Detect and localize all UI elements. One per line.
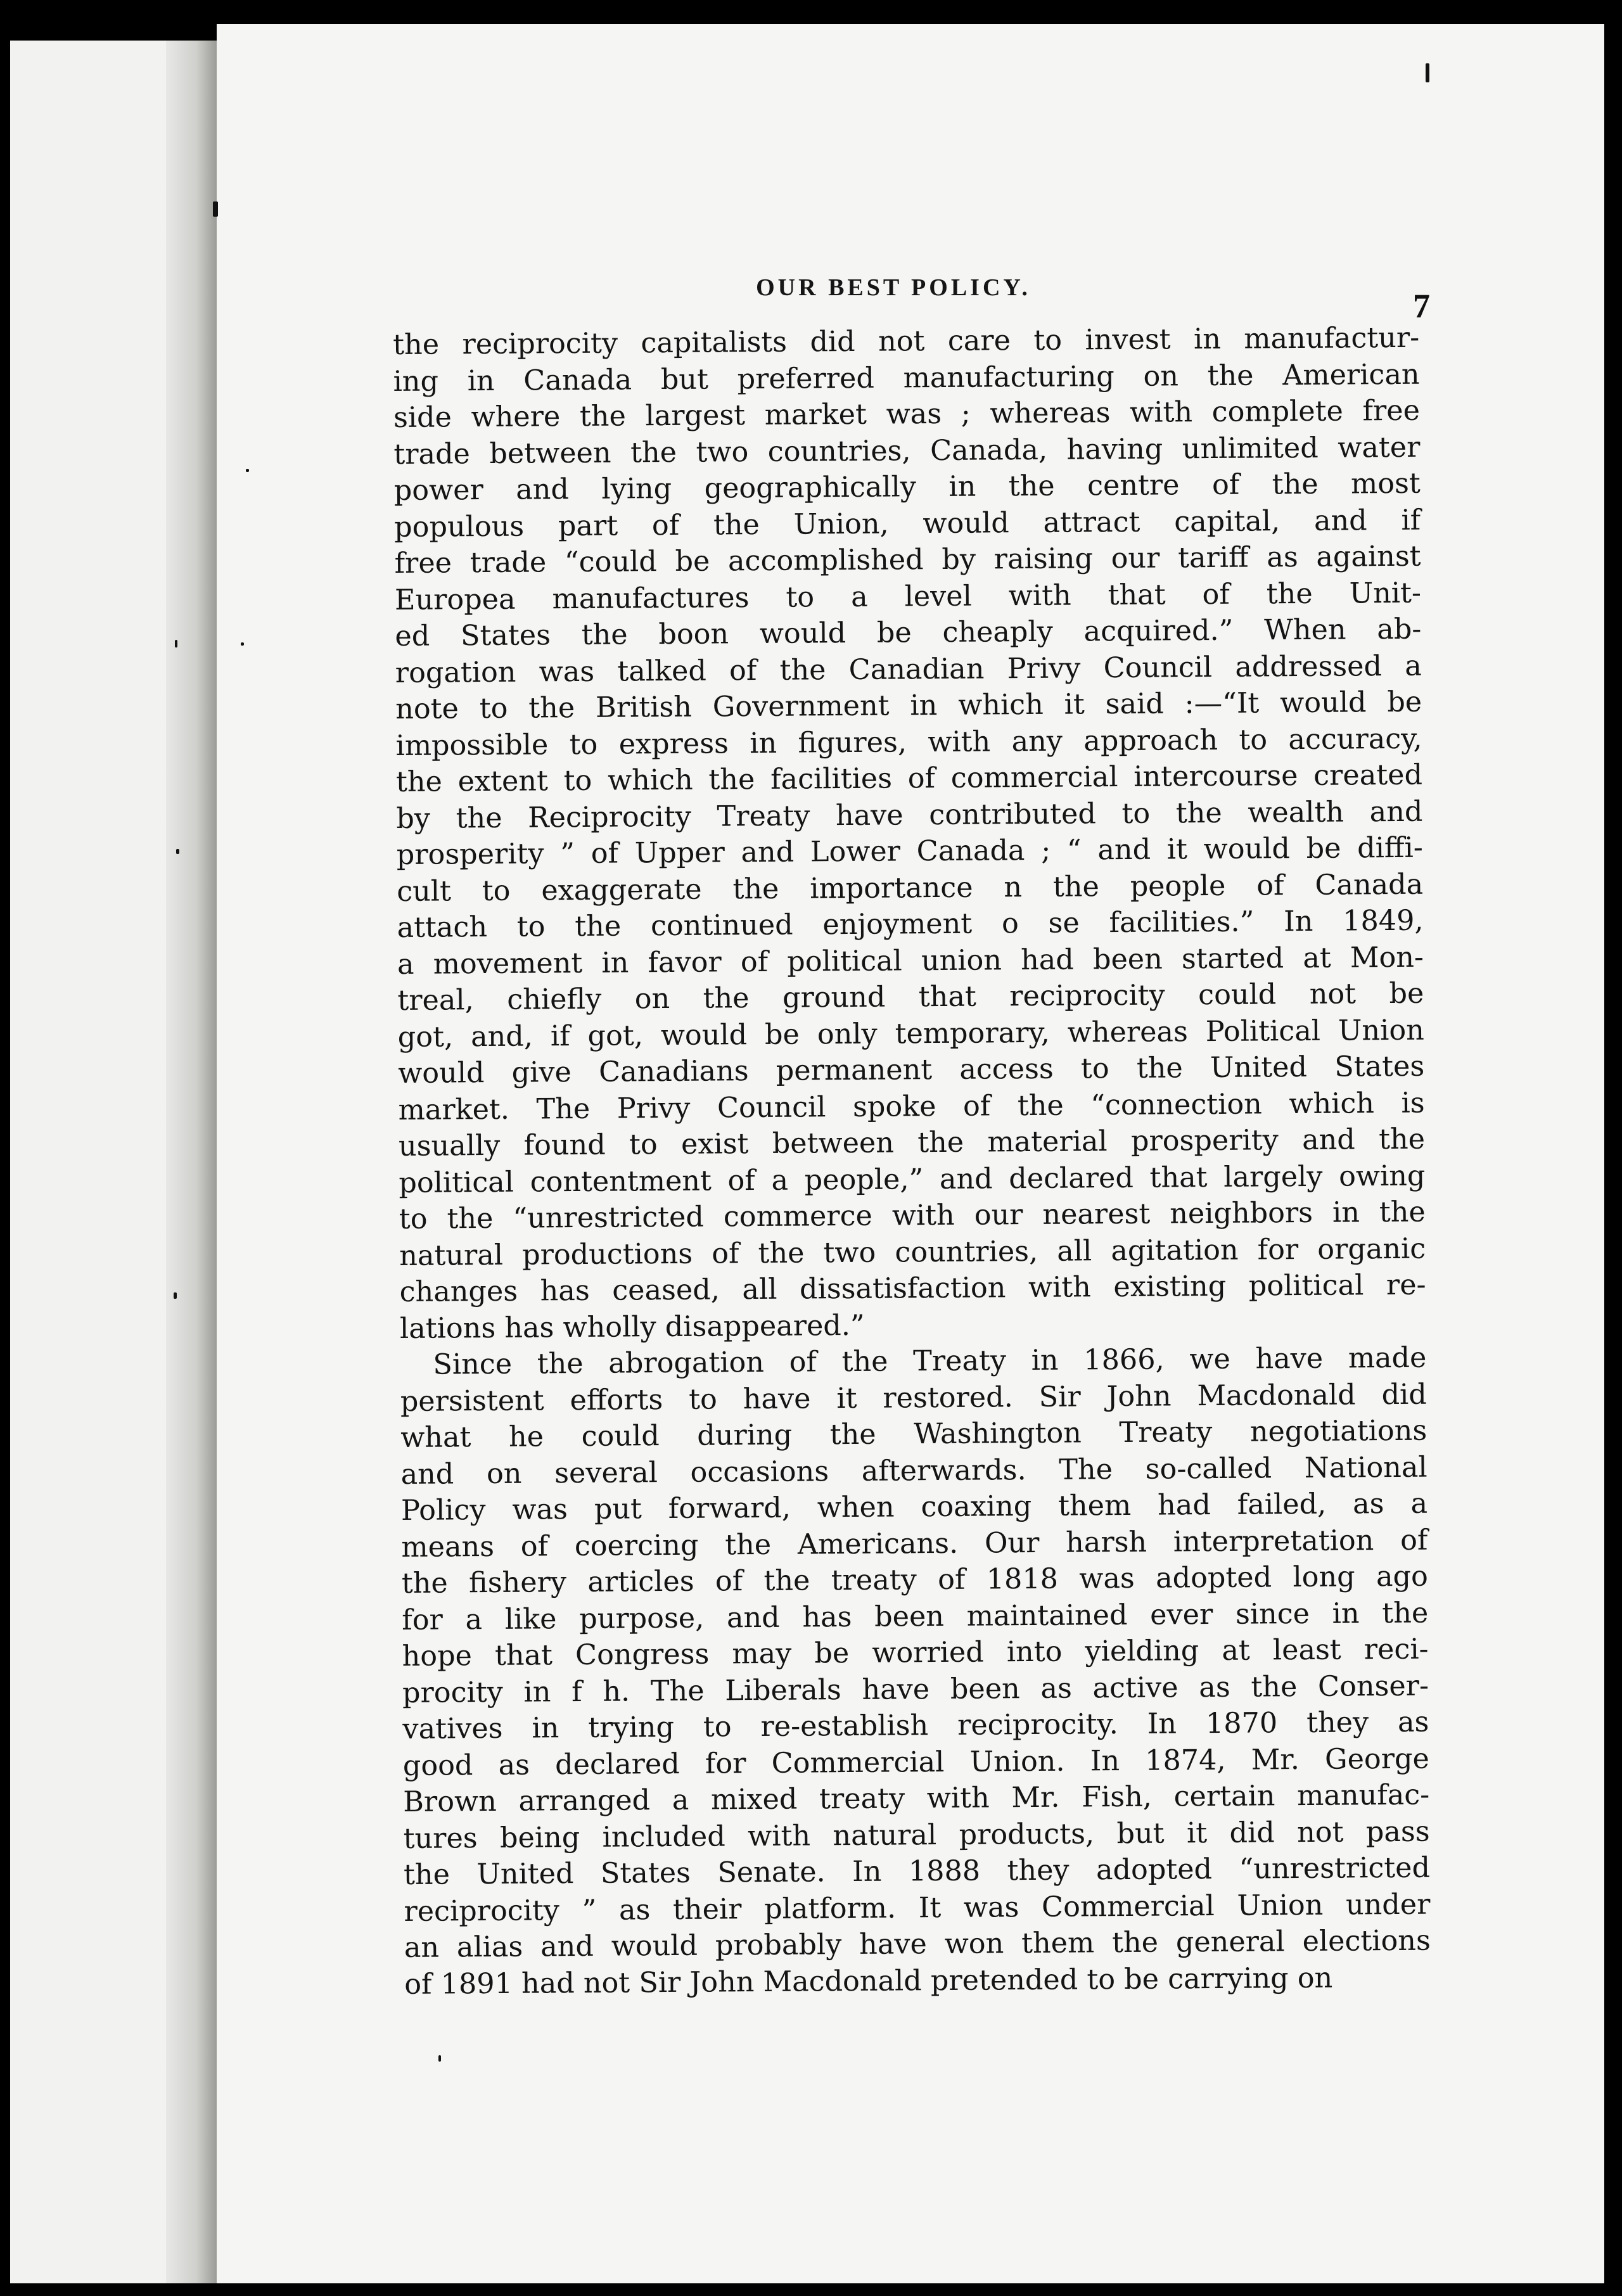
text-line: would give Canadians permanent access to the United States [398, 1050, 1425, 1090]
text-line: hope that Congress may be worried into yielding at least reci- [402, 1633, 1429, 1673]
scan-speck [241, 642, 244, 646]
text-line: vatives in trying to re-establish reciprocity. In 1870 they as [402, 1706, 1429, 1745]
text-line: a movement in favor of political union had been started at Mon- [397, 941, 1424, 981]
text-line: ed States the boon would be cheaply acquired.” When ab- [395, 613, 1422, 653]
text-line: changes has ceased, all dissatisfaction with existing political re- [399, 1268, 1426, 1308]
text-line: Since the abrogation of the Treaty in 1866, we have made [433, 1341, 1427, 1381]
text-line: ing in Canada but preferred manufacturing on the American [393, 358, 1420, 398]
body-text [393, 320, 1431, 2003]
text-line: the extent to which the facilities of commercial intercourse created [395, 758, 1423, 798]
scan-speck [174, 1292, 177, 1299]
text-line: cult to exaggerate the importance n the people of Canada [397, 868, 1424, 908]
text-line: side where the largest market was ; whereas with complete free [393, 394, 1421, 434]
scan-speck [438, 2055, 441, 2062]
text-line: market. The Privy Council spoke of the “connection which is [398, 1087, 1425, 1126]
text-line: lations has wholly disappeared.” [399, 1309, 865, 1345]
running-title: OUR BEST POLICY. [756, 274, 1031, 301]
text-line: persistent efforts to have it restored. Sir John Macdonald did [400, 1378, 1427, 1418]
scan-speck [213, 201, 218, 217]
text-line: usually found to exist between the material prosperity and the [398, 1123, 1426, 1163]
text-line: tures being included with natural products, but it did not pass [403, 1815, 1430, 1855]
text-line: natural productions of the two countries, all agitation for organic [399, 1232, 1426, 1272]
text-line: the reciprocity capitalists did not care to invest in manufactur- [393, 321, 1420, 361]
text-line: Europea manufactures to a level with that of the Unit- [394, 577, 1422, 616]
text-line: procity in f h. The Liberals have been as active as the Conser- [402, 1669, 1429, 1709]
text-line: good as declared for Commercial Union. In 1874, Mr. George [402, 1742, 1429, 1782]
text-line: note to the British Government in which it said :—“It would be [395, 686, 1422, 725]
text-line: trade between the two countries, Canada, having unlimited water [393, 431, 1421, 471]
text-line: Brown arranged a mixed treaty with Mr. Fish, certain manufac- [403, 1778, 1430, 1818]
text-line: for a like purpose, and has been maintained ever since in the [402, 1597, 1429, 1636]
running-head [0, 274, 1622, 302]
page-number: 7 [1413, 287, 1430, 325]
text-line: the United States Senate. In 1888 they adopted “unrestricted [403, 1851, 1431, 1891]
scan-speck [246, 469, 249, 472]
text-line: what he could during the Washington Treaty negotiations [400, 1414, 1427, 1454]
text-line: means of coercing the Americans. Our harsh interpretation of [401, 1524, 1428, 1564]
text-line: impossible to express in figures, with any approach to accuracy, [395, 722, 1422, 762]
text-line: the fishery articles of the treaty of 1818 was adopted long ago [401, 1560, 1428, 1600]
text-line: reciprocity ” as their platform. It was Commercial Union under [404, 1888, 1431, 1928]
scan-speck [1426, 63, 1429, 82]
text-line: prosperity ” of Upper and Lower Canada ; “ and it would be diffi- [396, 831, 1423, 871]
text-line: treal, chiefly on the ground that reciprocity could not be [397, 977, 1424, 1017]
text-line: of 1891 had not Sir John Macdonald pretended to be carrying on [404, 1961, 1333, 2001]
book-gutter [166, 41, 217, 2283]
text-line: an alias and would probably have won them the general elections [404, 1924, 1431, 1964]
text-line: by the Reciprocity Treaty have contributed to the wealth and [396, 795, 1423, 835]
text-line: got, and, if got, would be only temporary, whereas Political Union [397, 1014, 1424, 1054]
scan-speck [175, 640, 177, 647]
scan-speck [176, 849, 179, 854]
text-line: to the “unrestricted commerce with our nearest neighbors in the [399, 1196, 1426, 1235]
text-line: rogation was talked of the Canadian Privy Council addressed a [395, 649, 1422, 689]
text-line: populous part of the Union, would attract capital, and if [394, 504, 1421, 544]
text-line: Policy was put forward, when coaxing them had failed, as a [400, 1487, 1428, 1527]
text-line: political contentment of a people,” and declared that largely owing [399, 1159, 1426, 1199]
text-line: attach to the continued enjoyment o se facilities.” In 1849, [397, 904, 1424, 944]
text-line: free trade “could be accomplished by raising our tariff as against [394, 540, 1421, 580]
text-line: power and lying geographically in the centre of the most [393, 467, 1421, 507]
text-line: and on several occasions afterwards. The so-called National [400, 1451, 1427, 1491]
